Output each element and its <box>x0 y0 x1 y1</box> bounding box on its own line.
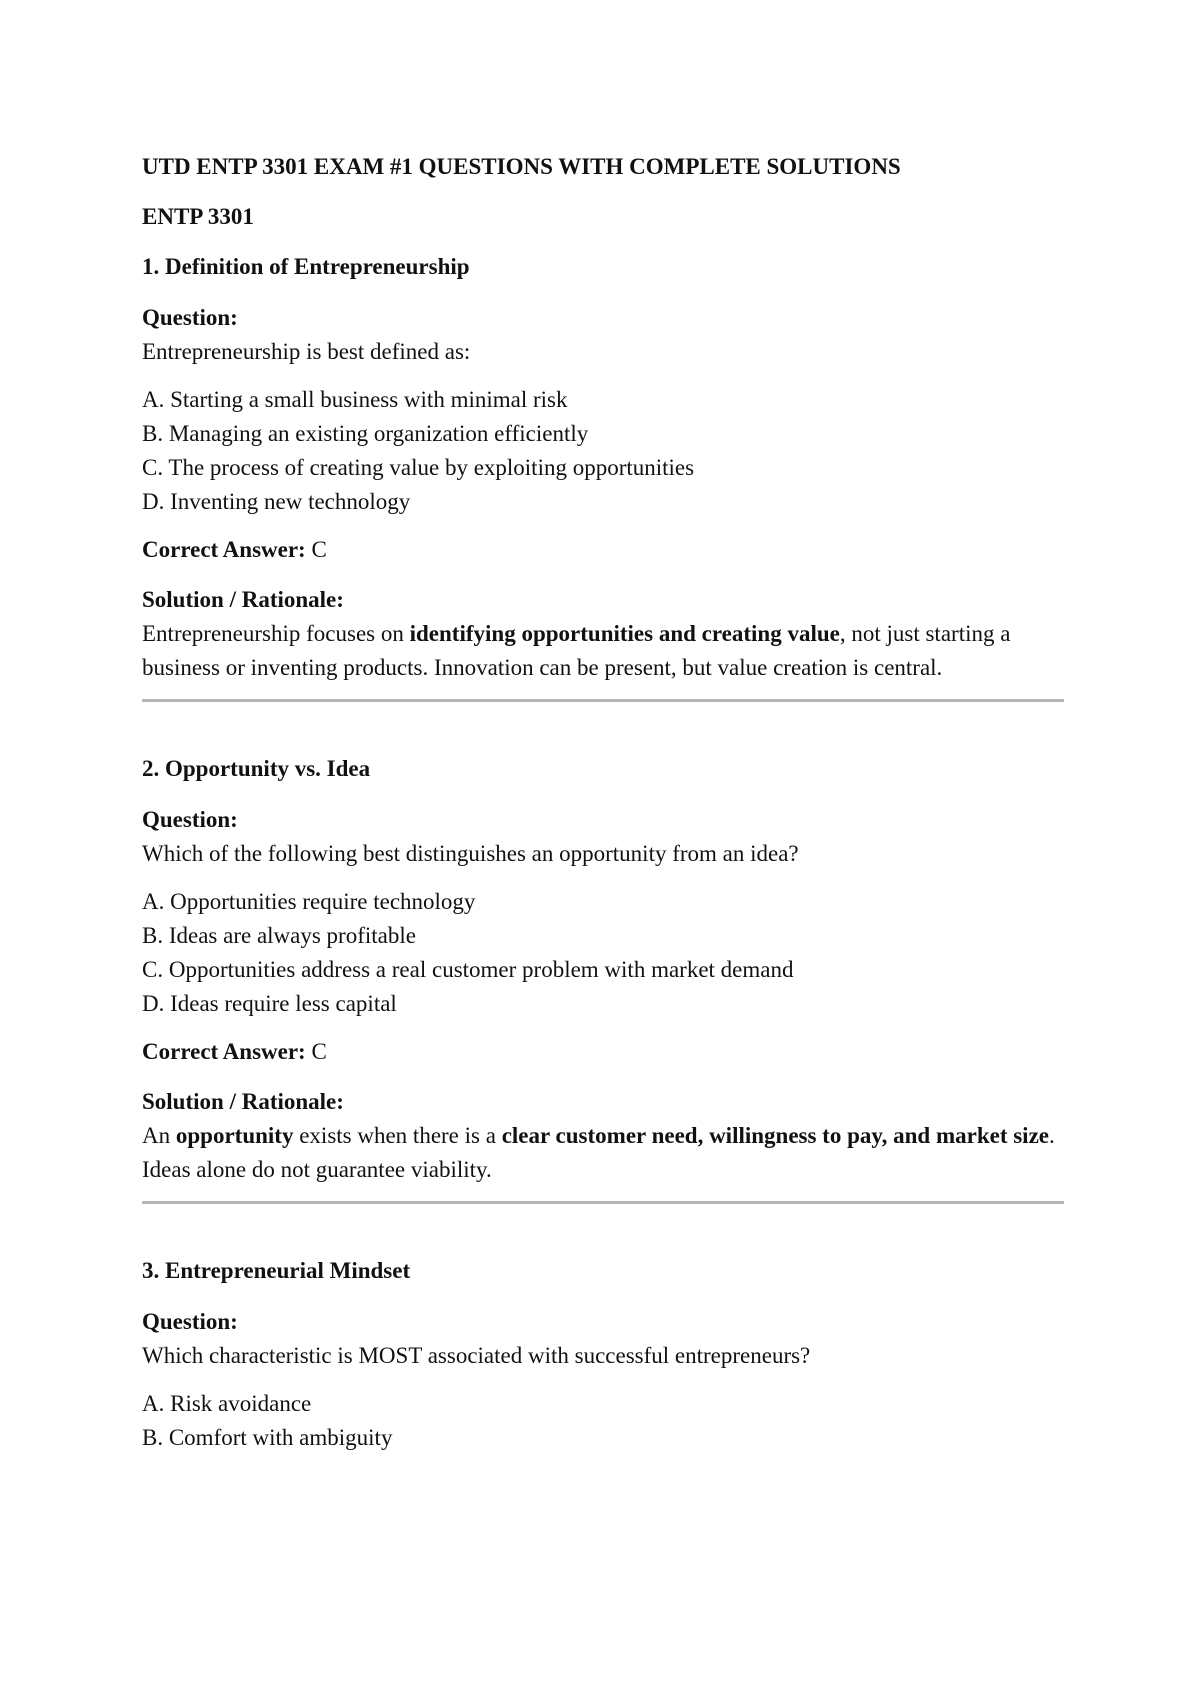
rationale-emphasis: clear customer need, willingness to pay, and market size <box>501 1123 1049 1148</box>
question-stem: Entrepreneurship is best defined as: <box>142 339 471 364</box>
option-d: D. Inventing new technology <box>142 489 411 514</box>
rationale-emphasis: opportunity <box>175 1123 294 1148</box>
solution-label: Solution / Rationale: <box>142 587 344 612</box>
question-stem: Which of the following best distinguishes an opportunity from an idea? <box>142 841 799 866</box>
rationale-text: , not just starting a business or inventing products. Innovation can be present, but value creation is central. <box>142 621 1011 680</box>
question-stem: Which characteristic is MOST associated with successful entrepreneurs? <box>142 1343 811 1368</box>
rationale-text: . Ideas alone do not guarantee viability. <box>142 1123 1055 1182</box>
rationale-text: exists when there is a <box>293 1123 502 1148</box>
option-d: D. Ideas require less capital <box>142 991 397 1016</box>
rationale-emphasis: identifying opportunities and creating value <box>409 621 840 646</box>
question-heading: 2. Opportunity vs. Idea <box>142 756 371 781</box>
correct-answer <box>142 533 1062 567</box>
question-label: Question: <box>142 305 238 330</box>
correct-answer-value: C <box>311 1039 327 1064</box>
rationale-text: Entrepreneurship focuses on <box>142 621 410 646</box>
solution-rationale <box>142 617 1062 685</box>
option-a: A. Starting a small business with minimal risk <box>142 387 568 412</box>
option-c: C. The process of creating value by exploiting opportunities <box>142 455 695 480</box>
course-code: ENTP 3301 <box>142 204 254 229</box>
option-b: B. Comfort with ambiguity <box>142 1425 393 1450</box>
correct-answer-label: Correct Answer: <box>142 537 306 562</box>
option-c: C. Opportunities address a real customer problem with market demand <box>142 957 794 982</box>
section-divider <box>142 1201 1064 1204</box>
question-block-2 <box>142 752 1062 1187</box>
question-heading: 1. Definition of Entrepreneurship <box>142 254 470 279</box>
question-heading: 3. Entrepreneurial Mindset <box>142 1258 411 1283</box>
question-block-1 <box>142 250 1062 685</box>
correct-answer <box>142 1035 1062 1069</box>
correct-answer-label: Correct Answer: <box>142 1039 306 1064</box>
answer-options <box>142 1387 1062 1455</box>
solution-label: Solution / Rationale: <box>142 1089 344 1114</box>
answer-options <box>142 885 1062 1021</box>
rationale-text: An <box>142 1123 176 1148</box>
answer-options <box>142 383 1062 519</box>
option-a: A. Risk avoidance <box>142 1391 312 1416</box>
document-title: UTD ENTP 3301 EXAM #1 QUESTIONS WITH COMPLETE SOLUTIONS <box>142 154 901 179</box>
correct-answer-value: C <box>311 537 327 562</box>
option-b: B. Ideas are always profitable <box>142 923 416 948</box>
option-b: B. Managing an existing organization efficiently <box>142 421 589 446</box>
question-label: Question: <box>142 1309 238 1334</box>
solution-rationale <box>142 1119 1062 1187</box>
option-a: A. Opportunities require technology <box>142 889 476 914</box>
section-divider <box>142 699 1064 702</box>
question-label: Question: <box>142 807 238 832</box>
document-content <box>142 150 1062 1469</box>
question-block-3 <box>142 1254 1062 1455</box>
